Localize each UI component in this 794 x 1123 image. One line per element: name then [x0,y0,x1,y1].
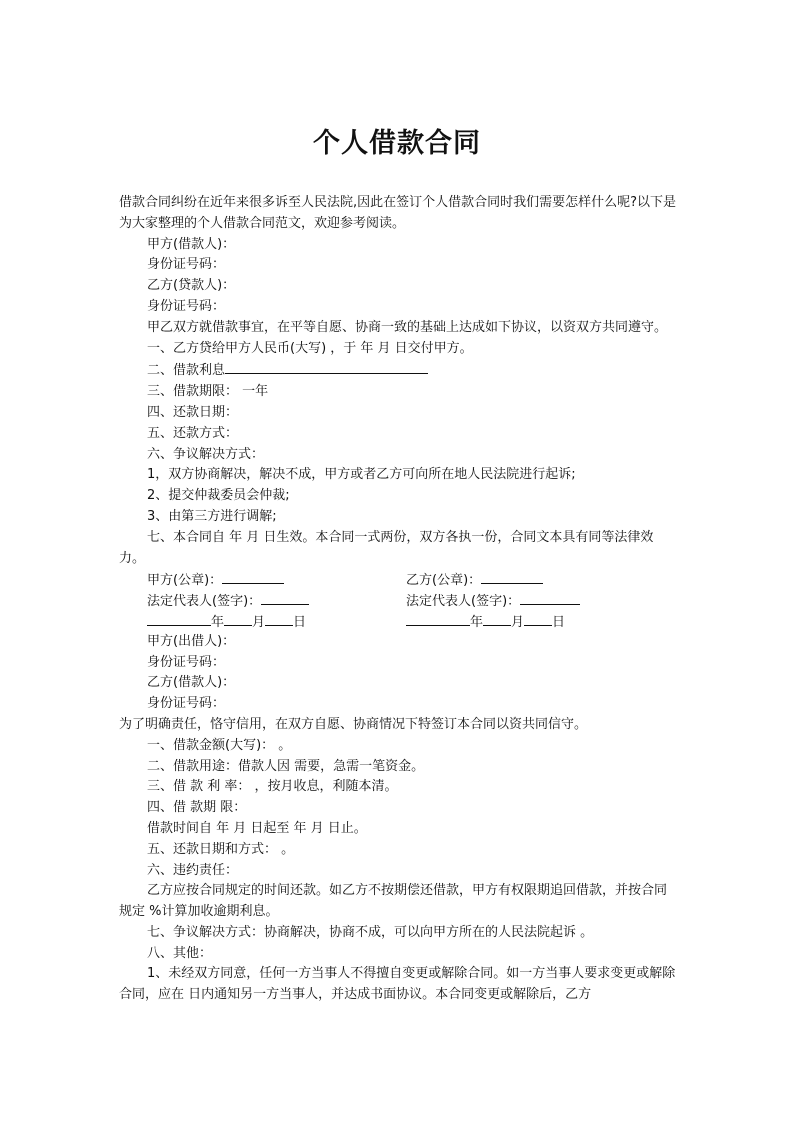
party-b-id-line: 身份证号码： [147,298,226,314]
contract-2-clause-4-text: 借款时间自 年 月 日起至 年 月 日止。 [147,820,367,836]
party-b-seal: 乙方(公章)： [406,569,543,592]
party-b-line: 乙方(贷款人)： [147,278,236,294]
lender-line: 甲方(出借人)： [147,633,236,649]
party-a-seal: 甲方(公章)： [147,573,284,588]
document-body [119,193,679,1006]
contract-2-clause-5: 五、还款日期和方式： 。 [147,841,295,857]
contract-2-clause-7: 七、争议解决方式：协商解决，协商不成，可以向甲方所在的人民法院起诉 。 [147,924,594,940]
clause-2-label: 二、借款利息 [147,363,226,379]
party-a-line: 甲方(借款人)： [147,236,236,252]
contract-2-clause-8: 八、其他： [147,945,213,961]
signature-date-row [119,611,679,632]
clause-1: 一、乙方贷给甲方人民币(大写) ，于 年 月 日交付甲方。 [147,340,473,356]
party-a-rep-blank [261,590,309,605]
contract-2-clause-1: 一、借款金额(大写)： 。 [147,737,292,753]
contract-2-clause-4: 四、借 款期 限： [147,800,247,816]
party-b-rep: 法定代表人(签字)： [406,590,580,613]
borrower-line: 乙方(借款人)： [147,675,236,691]
contract-2-preamble: 为了明确责任，恪守信用，在双方自愿、协商情况下特签订本合同以资共同信守。 [119,716,588,732]
party-a-date: 年 月 日 [147,615,306,630]
clause-3: 三、借款期限： 一年 [147,384,269,400]
signature-seal-row [119,569,679,590]
contract-2-clause-6-text: 乙方应按合同规定的时间还款。如乙方不按期偿还借款，甲方有权限期追回借款，并按合同规定 %计算加收逾期利息。 [119,883,668,920]
clause-6-option-2: 2、提交仲裁委员会仲裁; [147,488,290,504]
interest-blank [225,359,428,374]
contract-2-clause-8-1: 1、未经双方同意，任何一方当事人不得擅自变更或解除合同。如一方当事人要求变更或解除合同，应在 日内通知另一方当事人，并达成书面协议。本合同变更或解除后，乙方 [119,966,676,1003]
borrower-id-line: 身份证号码： [147,696,226,712]
intro-paragraph: 借款合同纠纷在近年来很多诉至人民法院,因此在签订个人借款合同时我们需要怎样什么呢?以下是为大家整理的个人借款合同范文，欢迎参考阅读。 [119,195,677,231]
party-b-rep-blank [520,590,580,605]
clause-4: 四、还款日期： [147,404,239,420]
clause-2 [119,359,679,382]
clause-6-option-1: 1，双方协商解决，解决不成，甲方或者乙方可向所在地人民法院进行起诉; [147,467,576,483]
clause-6: 六、争议解决方式： [147,446,265,462]
clause-6-option-3: 3、由第三方进行调解; [147,508,277,524]
party-b-seal-blank [481,569,543,584]
lender-id-line: 身份证号码： [147,654,226,670]
clause-7: 七、本合同自 年 月 日生效。本合同一式两份，双方各执一份，合同文本具有同等法律效力。 [119,529,654,566]
document-title: 个人借款合同 [313,128,481,159]
party-a-seal-blank [222,569,284,584]
party-b-date: 年 月 日 [406,611,565,634]
signature-rep-row [119,590,679,611]
party-a-rep: 法定代表人(签字)： [147,594,309,609]
agreement-preamble: 甲乙双方就借款事宜，在平等自愿、协商一致的基础上达成如下协议，以资双方共同遵守。 [147,319,668,335]
contract-2-clause-3: 三、借 款 利 率： ，按月收息，利随本清。 [147,779,398,795]
contract-2-clause-2: 二、借款用途：借款人因 需要，急需一笔资金。 [147,758,425,774]
party-a-id-line: 身份证号码： [147,257,226,273]
contract-2-clause-6: 六、违约责任： [147,862,239,878]
clause-5: 五、还款方式： [147,425,239,441]
